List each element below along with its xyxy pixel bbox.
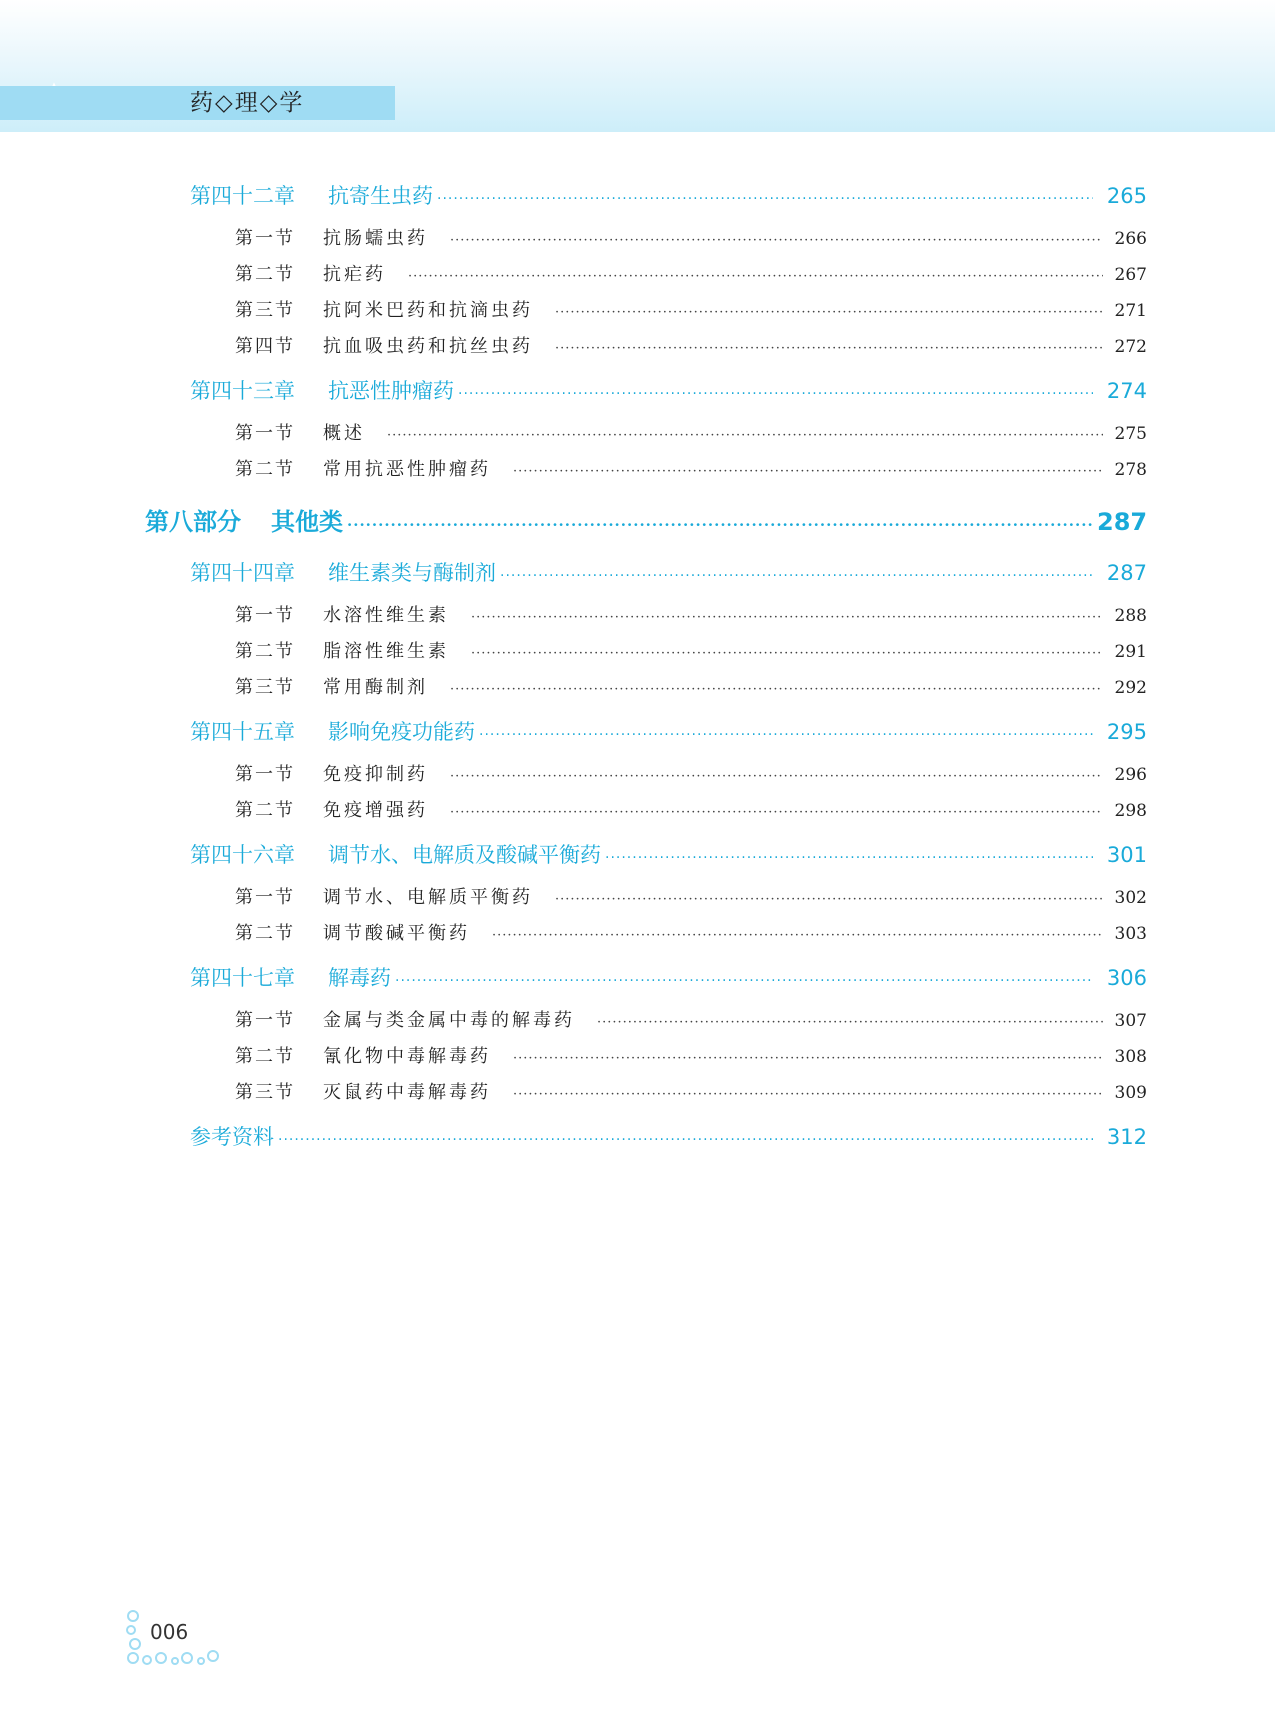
leader-dots bbox=[395, 973, 1093, 989]
leader-dots bbox=[450, 233, 1103, 248]
page-number: 006 bbox=[150, 1620, 189, 1644]
toc-section[interactable] bbox=[235, 883, 1147, 909]
section-page: 271 bbox=[1114, 301, 1147, 321]
part-label: 第八部分 bbox=[145, 507, 241, 536]
section-page: 288 bbox=[1114, 606, 1147, 626]
chapter-title: 抗寄生虫药 bbox=[328, 184, 433, 208]
section-label: 第二节 bbox=[235, 459, 295, 480]
section-label: 第四节 bbox=[235, 336, 295, 357]
leader-dots bbox=[408, 269, 1103, 284]
chapter-label: 第四十三章 bbox=[190, 379, 295, 403]
section-page: 309 bbox=[1114, 1083, 1147, 1103]
section-label: 第三节 bbox=[235, 677, 295, 698]
leader-dots bbox=[492, 928, 1103, 943]
toc-chapter-46[interactable] bbox=[190, 839, 1147, 869]
leader-dots bbox=[555, 341, 1103, 356]
toc-section[interactable] bbox=[235, 637, 1147, 663]
leader-dots bbox=[500, 568, 1093, 584]
toc-chapter-47[interactable] bbox=[190, 962, 1147, 992]
leader-dots bbox=[387, 428, 1103, 443]
part-title: 其他类 bbox=[271, 507, 343, 536]
chapter-label: 第四十四章 bbox=[190, 561, 295, 585]
section-title: 免疫增强药 bbox=[323, 800, 428, 821]
toc-section[interactable] bbox=[235, 296, 1147, 322]
section-title: 脂溶性维生素 bbox=[323, 641, 449, 662]
book-title: 药◇理◇学 bbox=[190, 90, 305, 116]
section-title: 常用酶制剂 bbox=[323, 677, 428, 698]
chapter-title: 抗恶性肿瘤药 bbox=[328, 379, 454, 403]
section-label: 第二节 bbox=[235, 1046, 295, 1067]
section-page: 303 bbox=[1114, 924, 1147, 944]
toc-part-8[interactable] bbox=[145, 502, 1147, 537]
toc-section[interactable] bbox=[235, 224, 1147, 250]
page-header bbox=[0, 0, 1275, 132]
section-page: 272 bbox=[1114, 337, 1147, 357]
chapter-label: 第四十六章 bbox=[190, 843, 295, 867]
section-title: 抗肠蠕虫药 bbox=[323, 228, 428, 249]
section-label: 第二节 bbox=[235, 264, 295, 285]
section-title: 水溶性维生素 bbox=[323, 605, 449, 626]
leader-dots bbox=[513, 1051, 1103, 1066]
toc-section[interactable] bbox=[235, 760, 1147, 786]
chapter-label: 第四十二章 bbox=[190, 184, 295, 208]
section-title: 调节水、电解质平衡药 bbox=[323, 887, 533, 908]
section-title: 常用抗恶性肿瘤药 bbox=[323, 459, 491, 480]
chapter-label: 第四十七章 bbox=[190, 966, 295, 990]
chapter-page: 295 bbox=[1106, 720, 1147, 744]
toc-references[interactable] bbox=[190, 1121, 1147, 1151]
section-page: 291 bbox=[1114, 642, 1147, 662]
toc-section[interactable] bbox=[235, 1042, 1147, 1068]
section-title: 抗血吸虫药和抗丝虫药 bbox=[323, 336, 533, 357]
section-page: 302 bbox=[1114, 888, 1147, 908]
chapter-page: 287 bbox=[1106, 561, 1147, 585]
chapter-page: 265 bbox=[1106, 184, 1147, 208]
section-title: 抗阿米巴药和抗滴虫药 bbox=[323, 300, 533, 321]
section-page: 292 bbox=[1114, 678, 1147, 698]
leader-dots bbox=[347, 516, 1093, 534]
section-label: 第一节 bbox=[235, 764, 295, 785]
toc-section[interactable] bbox=[235, 919, 1147, 945]
leader-dots bbox=[605, 850, 1093, 866]
leader-dots bbox=[513, 464, 1103, 479]
chapter-page: 301 bbox=[1106, 843, 1147, 867]
chapter-page: 274 bbox=[1106, 379, 1147, 403]
section-label: 第一节 bbox=[235, 228, 295, 249]
chapter-title: 影响免疫功能药 bbox=[328, 720, 475, 744]
references-page: 312 bbox=[1106, 1125, 1147, 1149]
section-page: 296 bbox=[1114, 765, 1147, 785]
section-label: 第三节 bbox=[235, 1082, 295, 1103]
toc-chapter-44[interactable] bbox=[190, 557, 1147, 587]
section-page: 298 bbox=[1114, 801, 1147, 821]
part-page: 287 bbox=[1097, 508, 1148, 536]
section-title: 抗疟药 bbox=[323, 264, 386, 285]
toc-chapter-45[interactable] bbox=[190, 716, 1147, 746]
section-label: 第二节 bbox=[235, 800, 295, 821]
toc-section[interactable] bbox=[235, 796, 1147, 822]
leader-dots bbox=[458, 386, 1093, 402]
toc-section[interactable] bbox=[235, 260, 1147, 286]
section-page: 308 bbox=[1114, 1047, 1147, 1067]
leader-dots bbox=[513, 1087, 1103, 1102]
chapter-title: 调节水、电解质及酸碱平衡药 bbox=[328, 843, 601, 867]
toc-chapter-42[interactable] bbox=[190, 180, 1147, 210]
section-title: 概述 bbox=[323, 423, 365, 444]
section-title: 免疫抑制药 bbox=[323, 764, 428, 785]
section-page: 278 bbox=[1114, 460, 1147, 480]
section-label: 第二节 bbox=[235, 641, 295, 662]
toc-section[interactable] bbox=[235, 673, 1147, 699]
section-title: 氰化物中毒解毒药 bbox=[323, 1046, 491, 1067]
leader-dots bbox=[450, 682, 1103, 697]
section-page: 307 bbox=[1114, 1011, 1147, 1031]
leader-dots bbox=[479, 727, 1093, 743]
section-title: 金属与类金属中毒的解毒药 bbox=[323, 1010, 575, 1031]
section-label: 第三节 bbox=[235, 300, 295, 321]
chapter-page: 306 bbox=[1106, 966, 1147, 990]
leader-dots bbox=[471, 646, 1103, 661]
chapter-title: 维生素类与酶制剂 bbox=[328, 561, 496, 585]
leader-dots bbox=[597, 1015, 1103, 1030]
leader-dots bbox=[278, 1132, 1093, 1148]
leader-dots bbox=[555, 892, 1103, 907]
toc-section[interactable] bbox=[235, 419, 1147, 445]
section-label: 第二节 bbox=[235, 923, 295, 944]
chapter-label: 第四十五章 bbox=[190, 720, 295, 744]
leader-dots bbox=[450, 805, 1103, 820]
leader-dots bbox=[555, 305, 1103, 320]
section-page: 267 bbox=[1114, 265, 1147, 285]
section-title: 调节酸碱平衡药 bbox=[323, 923, 470, 944]
leader-dots bbox=[450, 769, 1103, 784]
section-label: 第一节 bbox=[235, 1010, 295, 1031]
chapter-title: 解毒药 bbox=[328, 966, 391, 990]
toc-section[interactable] bbox=[235, 455, 1147, 481]
leader-dots bbox=[471, 610, 1103, 625]
section-label: 第一节 bbox=[235, 423, 295, 444]
section-label: 第一节 bbox=[235, 887, 295, 908]
toc-section[interactable] bbox=[235, 332, 1147, 358]
section-label: 第一节 bbox=[235, 605, 295, 626]
section-title: 灭鼠药中毒解毒药 bbox=[323, 1082, 491, 1103]
section-page: 266 bbox=[1114, 229, 1147, 249]
leader-dots bbox=[437, 191, 1093, 207]
toc-chapter-43[interactable] bbox=[190, 375, 1147, 405]
references-title: 参考资料 bbox=[190, 1125, 274, 1149]
section-page: 275 bbox=[1114, 424, 1147, 444]
toc-section[interactable] bbox=[235, 1006, 1147, 1032]
toc-section[interactable] bbox=[235, 1078, 1147, 1104]
toc-section[interactable] bbox=[235, 601, 1147, 627]
